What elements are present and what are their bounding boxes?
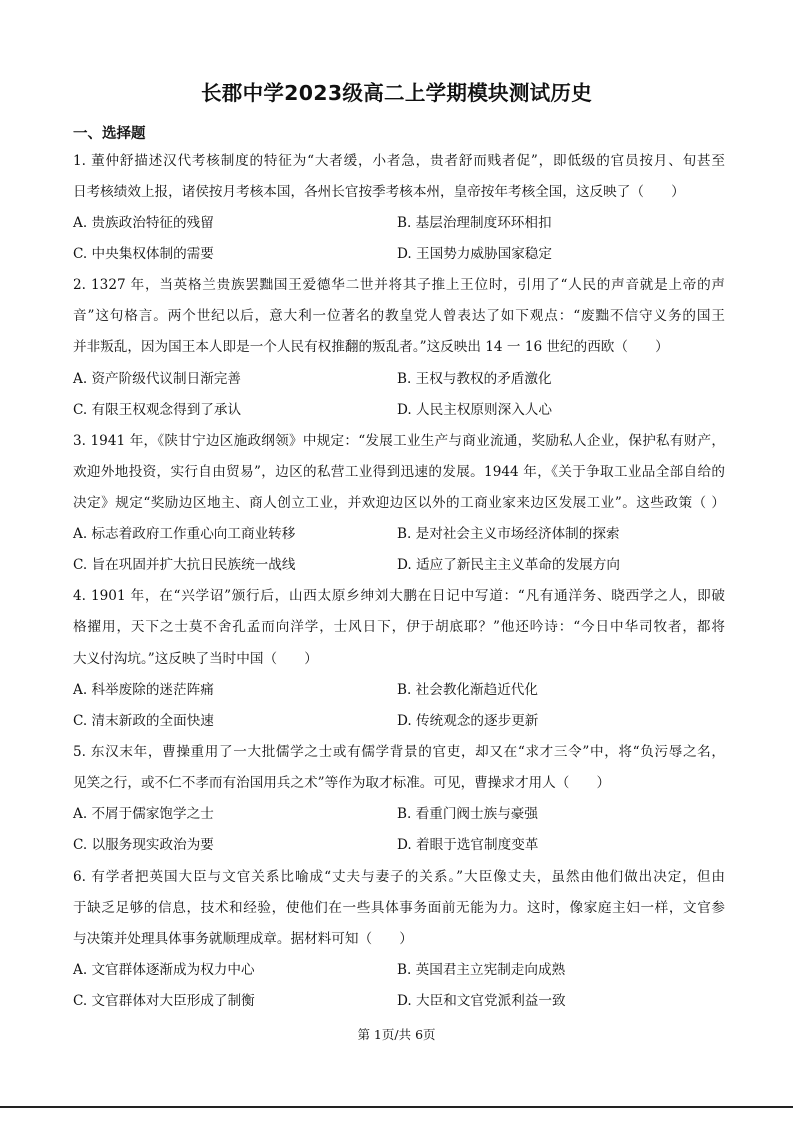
question-2-option-d: D. 人民主权原则深入人心 bbox=[397, 402, 552, 418]
question-6-line-3: 与决策并处理具体事务就顺理成章。据材料可知（ ） bbox=[73, 931, 413, 947]
question-1-option-c: C. 中央集权体制的需要 bbox=[73, 246, 214, 262]
question-6-option-c: C. 文官群体对大臣形成了制衡 bbox=[73, 993, 255, 1009]
question-5-option-a: A. 不屑于儒家饱学之士 bbox=[73, 806, 214, 822]
question-4-line-1: 4. 1901 年，在“兴学诏”颁行后，山西太原乡绅刘大鹏在日记中写道：“凡有通洋务、晓西学之人，即破 bbox=[73, 588, 725, 604]
question-5-line-2: 见笑之行，或不仁不孝而有治国用兵之术”等作为取才标准。可见，曹操求才用人（ ） bbox=[73, 775, 611, 791]
question-4-option-c: C. 清末新政的全面快速 bbox=[73, 713, 214, 729]
question-3-option-a: A. 标志着政府工作重心向工商业转移 bbox=[73, 526, 296, 542]
question-1-option-a: A. 贵族政治特征的残留 bbox=[73, 215, 214, 231]
question-5-line-1: 5. 东汉末年，曹操重用了一大批儒学之士或有儒学背景的官吏，却又在“求才三令”中，将“负污辱之名， bbox=[73, 744, 725, 760]
question-4-option-b: B. 社会教化渐趋近代化 bbox=[397, 682, 538, 698]
question-4-line-2: 格擢用，天下之士莫不舍孔孟而向洋学，士风日下，伊于胡底耶？”他还吟诗：“今日中华司牧者，都将 bbox=[73, 619, 725, 635]
question-6-option-b: B. 英国君主立宪制走向成熟 bbox=[397, 962, 566, 978]
question-5-option-d: D. 着眼于选官制度变革 bbox=[397, 837, 539, 853]
question-3-line-3: 决定》规定“奖励边区地主、商人创立工业，并欢迎边区以外的工商业家来边区发展工业”。这些政策（ ） bbox=[73, 495, 725, 511]
question-6-line-2: 于缺乏足够的信息，技术和经验，使他们在一些具体事务面前无能为力。这时，像家庭主妇一样，文官参 bbox=[73, 900, 725, 916]
question-2-line-1: 2. 1327 年，当英格兰贵族罢黜国王爱德华二世并将其子推上王位时，引用了“人民的声音就是上帝的声 bbox=[73, 277, 725, 293]
question-3-option-d: D. 适应了新民主主义革命的发展方向 bbox=[397, 557, 620, 573]
bottom-divider bbox=[0, 1106, 793, 1108]
page-title: 长郡中学2023级高二上学期模块测试历史 bbox=[200, 81, 593, 105]
question-6-line-1: 6. 有学者把英国大臣与文官关系比喻成“丈夫与妻子的关系。”大臣像丈夫，虽然由他们做出决定，但由 bbox=[73, 869, 725, 885]
question-4-option-d: D. 传统观念的逐步更新 bbox=[397, 713, 539, 729]
question-1-line-2: 日考核绩效上报，诸侯按月考核本国，各州长官按季考核本州，皇帝按年考核全国，这反映了（ ） bbox=[73, 184, 685, 200]
question-3-option-b: B. 是对社会主义市场经济体制的探索 bbox=[397, 526, 620, 542]
question-5-option-b: B. 看重门阀士族与豪强 bbox=[397, 806, 538, 822]
question-4-option-a: A. 科举废除的迷茫阵痛 bbox=[73, 682, 214, 698]
question-1-line-1: 1. 董仲舒描述汉代考核制度的特征为“大者缓，小者急，贵者舒而贱者促”，即低级的官员按月、旬甚至 bbox=[73, 153, 725, 169]
question-2-line-3: 并非叛乱，因为国王本人即是一个人民有权推翻的叛乱者。”这反映出 14 一 16 世纪的西欧（ ） bbox=[73, 339, 669, 355]
question-3-line-2: 欢迎外地投资，实行自由贸易”，边区的私营工业得到迅速的发展。1944 年，《关于争取工业品全部自给的 bbox=[73, 464, 725, 480]
question-3-line-1: 3. 1941 年，《陕甘宁边区施政纲领》中规定：“发展工业生产与商业流通，奖励私人企业，保护私有财产， bbox=[73, 433, 725, 449]
page-footer: 第 1页/共 6页 bbox=[357, 1027, 436, 1042]
question-3-option-c: C. 旨在巩固并扩大抗日民族统一战线 bbox=[73, 557, 296, 573]
question-4-line-3: 大义付沟坑。”这反映了当时中国（ ） bbox=[73, 651, 318, 667]
question-5-option-c: C. 以服务现实政治为要 bbox=[73, 837, 214, 853]
question-1-option-d: D. 王国势力威胁国家稳定 bbox=[397, 246, 552, 262]
section-heading: 一、选择题 bbox=[73, 126, 146, 142]
question-2-option-a: A. 资产阶级代议制日渐完善 bbox=[73, 371, 241, 387]
question-1-option-b: B. 基层治理制度环环相扣 bbox=[397, 215, 552, 231]
question-2-line-2: 音”这句格言。两个世纪以后，意大利一位著名的教皇党人曾表达了如下观点：“废黜不信守义务的国王 bbox=[73, 308, 725, 324]
question-2-option-b: B. 王权与教权的矛盾激化 bbox=[397, 371, 552, 387]
question-6-option-d: D. 大臣和文官党派利益一致 bbox=[397, 993, 566, 1009]
question-6-option-a: A. 文官群体逐渐成为权力中心 bbox=[73, 962, 255, 978]
question-2-option-c: C. 有限王权观念得到了承认 bbox=[73, 402, 242, 418]
